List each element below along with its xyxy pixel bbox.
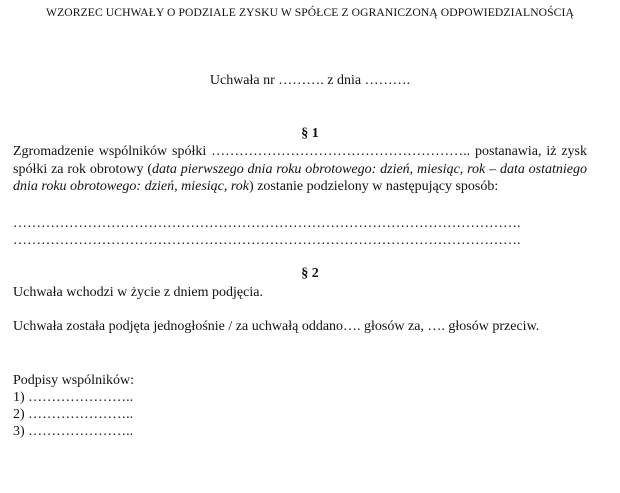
signature-line-1: 1) …………………..: [13, 390, 134, 405]
section-1-body: [13, 143, 587, 196]
signatures-label: Podpisy wspólników:: [13, 373, 134, 388]
section-1-dots-line-1: ……………………………………………………………………………………………….: [13, 216, 521, 231]
vote-text: Uchwała została podjęta jednogłośnie / za uchwałą oddano…. głosów za, …. głosów przeciw.: [13, 319, 540, 334]
signature-line-3: 3) …………………..: [13, 424, 134, 439]
section-1-text-start: postanawia, iż zysk spółki za rok obrotowy (: [13, 144, 588, 177]
section-2-text: Uchwała wchodzi w życie z dniem podjęcia.: [13, 285, 263, 300]
section-2-label: § 2: [301, 266, 319, 281]
section-1-dots-line-2: ……………………………………………………………………………………………….: [13, 233, 521, 248]
section-1-label: § 1: [301, 126, 319, 141]
section-1-text-end: ) zostanie podzielony w następujący sposób:: [249, 179, 499, 194]
resolution-heading: Uchwała nr ………. z dnia ……….: [209, 73, 411, 88]
section-1-line1: Zgromadzenie wspólników spółki ………………………………………………..: [13, 144, 476, 159]
section-1-italic-dates: data pierwszego dnia roku obrotowego: dzień, miesiąc, rok – data ostatniego dnia roku obrotowego: dzień, miesiąc, rok: [13, 161, 587, 194]
document-title: WZORZEC UCHWAŁY O PODZIALE ZYSKU W SPÓŁCE Z OGRANICZONĄ ODPOWIEDZIALNOŚCIĄ: [46, 6, 574, 19]
signature-line-2: 2) …………………..: [13, 407, 134, 422]
